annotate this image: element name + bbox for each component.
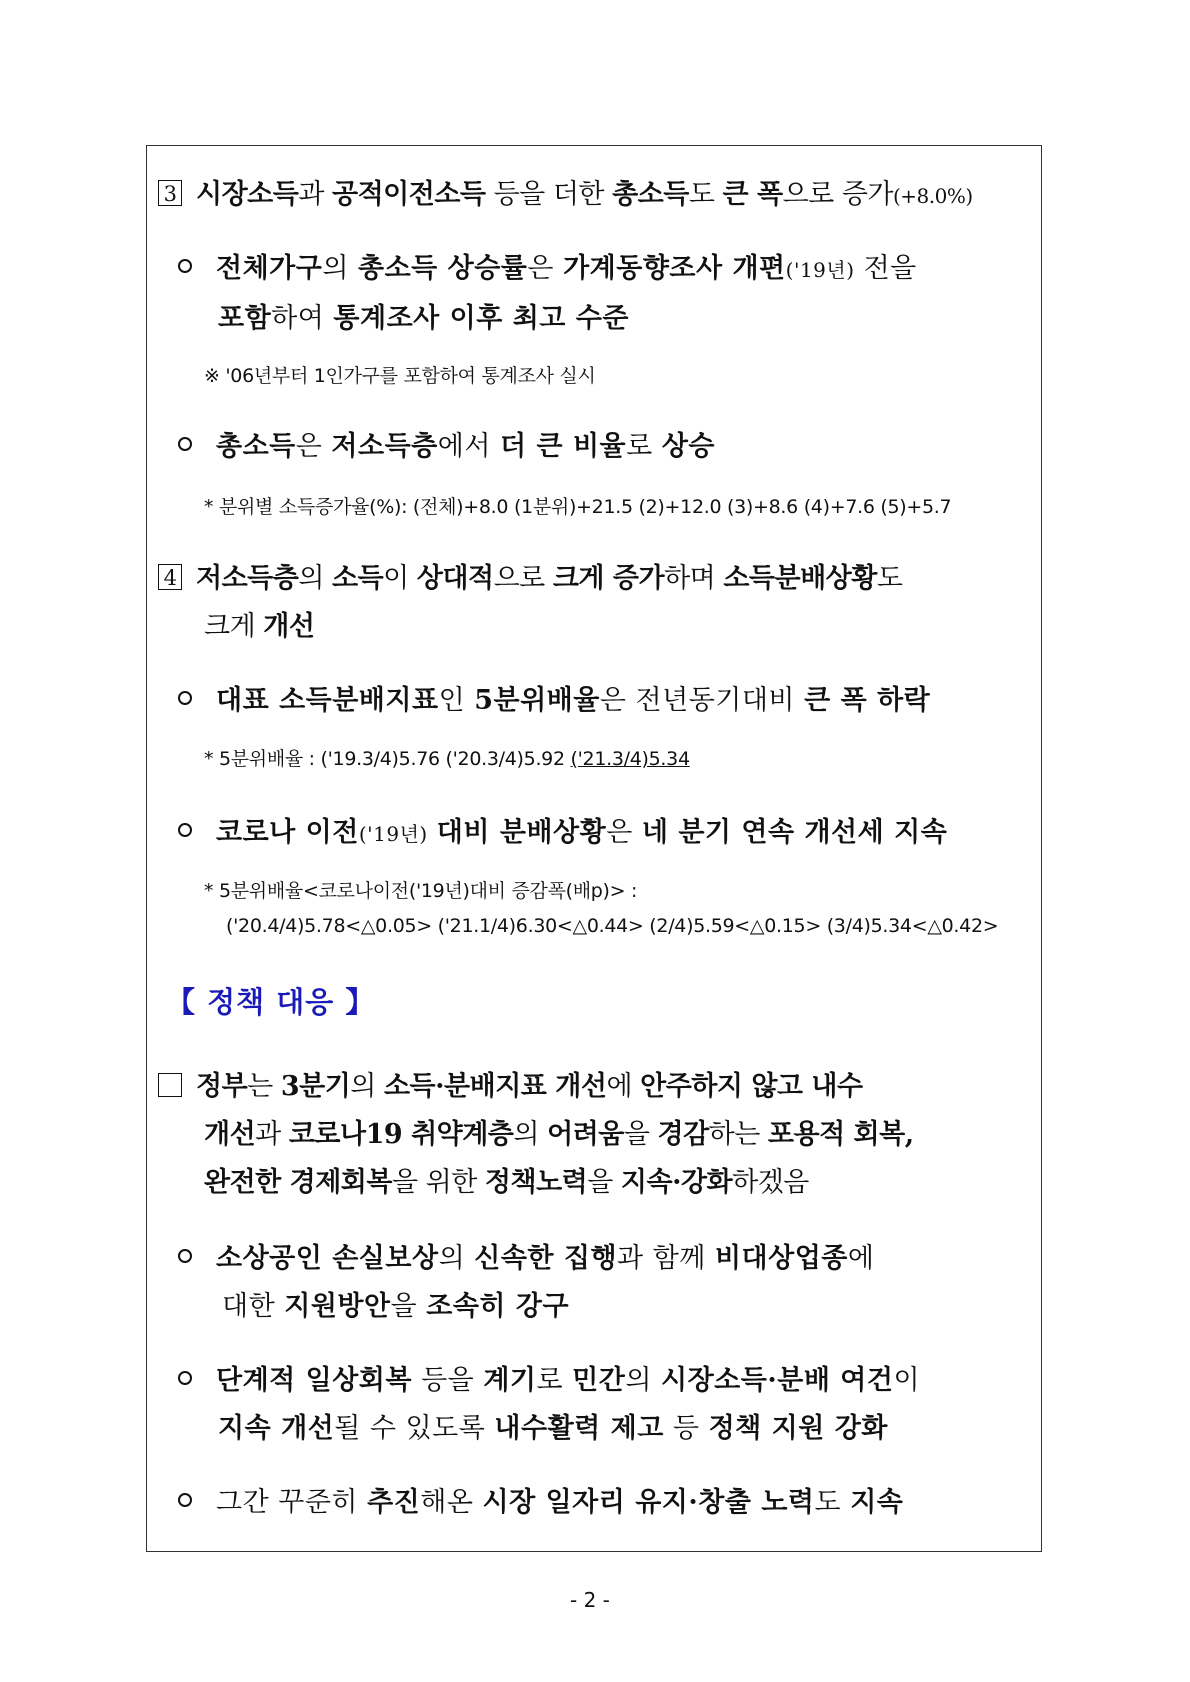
policy-main [158,1064,863,1103]
text: 민간 [572,1365,626,1396]
text: 로 [536,1365,573,1396]
text: 크게 증가 [552,563,665,594]
text: 도 [814,1487,851,1518]
text: 포용적 회복, [767,1119,914,1150]
circle-bullet-icon [178,1371,192,1385]
text: 네 분기 연속 개선세 지속 [641,817,948,848]
text: 비대상업종 [714,1243,848,1274]
text: ('19년) [358,822,428,846]
text: 에서 [437,431,500,462]
bullet-total-income-rise [178,246,917,285]
text: 의 [625,1365,662,1396]
text: 하는 [708,1119,768,1150]
text: 단계적 일상회복 [216,1365,412,1396]
policy-main-line2 [204,1112,914,1151]
policy-main-line3 [204,1160,809,1199]
circle-bullet-icon [178,1249,192,1263]
text: 시장 일자리 유지·창출 노력 [482,1487,815,1518]
text: 을 [587,1167,621,1198]
text: ('19년) [785,258,855,282]
section-number-box: 3 [158,180,182,206]
text: 지속 [850,1487,904,1518]
text: 더 큰 비율 [500,431,627,462]
text: 총소득 [216,431,296,462]
text: 저소득층 [196,563,299,594]
text: 은 [606,817,642,848]
text: 가계동향조사 개편 [563,253,786,284]
text: 대표 소득분배지표 [216,685,439,716]
text: 등을 [411,1365,484,1396]
text: 하여 [271,303,334,334]
text: 소득분배상황 [723,563,877,594]
underlined-text: ('21.3/4)5.34 [570,748,690,770]
text: 전체가구 [216,253,323,284]
text: 계기 [483,1365,537,1396]
text: 통계조사 이후 최고 수준 [333,303,629,334]
text: 시장소득·분배 여건 [661,1365,894,1396]
circle-bullet-icon [178,823,192,837]
text: 과 [298,179,332,210]
text: 을 [390,1291,427,1322]
text: 포함 [218,303,272,334]
bullet-low-income-rise [178,424,715,463]
text: 조속히 강구 [426,1291,570,1322]
note-pre-covid-line2: ('20.4/4)5.78<△0.05> ('21.1/4)6.30<△0.44> (2/4)5.59<△0.15> (3/4)5.34<△0.42> [226,915,999,937]
text: 코로나19 취약계층 [288,1119,514,1150]
text: 어려움 [547,1119,624,1150]
text: 의 [298,563,332,594]
text: 완전한 경제회복 [204,1167,392,1198]
text: 총소득 [612,179,689,210]
text: 은 [527,253,564,284]
text: 소득·분배지표 개선 [383,1071,607,1102]
text: 총소득 상승률 [358,253,528,284]
page-number: - 2 - [570,1588,610,1612]
text: 안주하지 않고 내수 [640,1071,863,1102]
text: 의 [350,1071,384,1102]
text: 이 [893,1365,921,1396]
text: 5분위배율 [474,685,600,716]
text: 지원방안 [284,1291,391,1322]
text: 상승 [661,431,715,462]
text: 지속·강화 [620,1167,733,1198]
text: 도 [688,179,723,210]
circle-bullet-icon [178,437,192,451]
bullet-continuation [218,1406,888,1445]
text: 대비 분배상황 [436,817,607,848]
text: 의 [513,1119,548,1150]
text: 의 [322,253,358,284]
note-survey: ※ '06년부터 1인가구를 포함하여 통계조사 실시 [204,365,596,387]
note-pre-covid-line1: * 5분위배율<코로나이전('19년)대비 증감폭(배p)> : [204,880,638,902]
text: 코로나 이전 [216,817,359,848]
text: 으로 [493,563,553,594]
text: 추진 [367,1487,421,1518]
section-number-box: 4 [158,564,182,590]
text: 개선 [204,1119,256,1150]
text: 시장소득 [196,179,299,210]
text: 내수활력 제고 [494,1413,664,1444]
text: 큰 폭 [722,179,783,210]
section-4-heading [158,556,902,595]
bullet-jobs [178,1480,903,1519]
section-4-continuation [204,604,314,643]
bullet-recovery [178,1358,920,1397]
text: 그간 꾸준히 [216,1487,368,1518]
bullet-loss-compensation [178,1236,874,1275]
text: 전을 [854,253,917,284]
circle-bullet-icon [178,1493,192,1507]
text: 을 위한 [391,1167,485,1198]
text: 등을 더한 [485,179,613,210]
text: 하며 [664,563,724,594]
text: 3분기 [280,1071,351,1102]
checkbox-square-icon [158,1073,182,1097]
text: 에 [847,1243,875,1274]
text: 크게 [204,611,264,642]
policy-heading: 【 정책 대응 】 [166,985,376,1019]
text: 도 [876,563,903,594]
text: 과 함께 [617,1243,715,1274]
text: 대한 [222,1291,285,1322]
text: 을 [623,1119,658,1150]
text: 에 [606,1071,641,1102]
text: 될 수 있도록 [334,1413,495,1444]
text: 정부 [196,1071,248,1102]
text: 과 [255,1119,289,1150]
text: 은 [295,431,332,462]
note-quintile-growth: * 분위별 소득증가율(%): (전체)+8.0 (1분위)+21.5 (2)+12.0 (3)+8.6 (4)+7.6 (5)+5.7 [204,496,952,518]
text: 로 [626,431,662,462]
text: 이 [383,563,417,594]
bullet-continuation [218,296,629,335]
bullet-quintile-ratio [178,678,930,717]
text: 지속 개선 [218,1413,335,1444]
text: 은 전년동기대비 [599,685,805,716]
circle-bullet-icon [178,691,192,705]
text: 으로 증가 [782,179,893,210]
text: * 5분위배율 : ('19.3/4)5.76 ('20.3/4)5.92 [204,748,571,770]
text: 저소득층 [331,431,438,462]
section-3-heading [158,172,973,211]
note-quintile-ratio [204,744,690,771]
text: 상대적 [416,563,494,594]
circle-bullet-icon [178,259,192,273]
text: 경감 [657,1119,709,1150]
bullet-continuation [222,1284,569,1323]
text: 큰 폭 하락 [804,685,931,716]
text: 등 [663,1413,709,1444]
text [428,817,437,848]
text: 공적이전소득 [332,179,486,210]
text: 는 [247,1071,281,1102]
text: 신속한 집행 [474,1243,618,1274]
text: 하겠음 [732,1167,809,1198]
text: 해온 [420,1487,483,1518]
text: 인 [438,685,475,716]
text: 소상공인 손실보상 [216,1243,439,1274]
text: 의 [438,1243,475,1274]
text: (+8.0%) [893,184,973,208]
text: 정책노력 [484,1167,588,1198]
text: 소득 [332,563,384,594]
text: 정책 지원 강화 [708,1413,888,1444]
text: 개선 [263,611,315,642]
bullet-pre-covid [178,810,947,849]
